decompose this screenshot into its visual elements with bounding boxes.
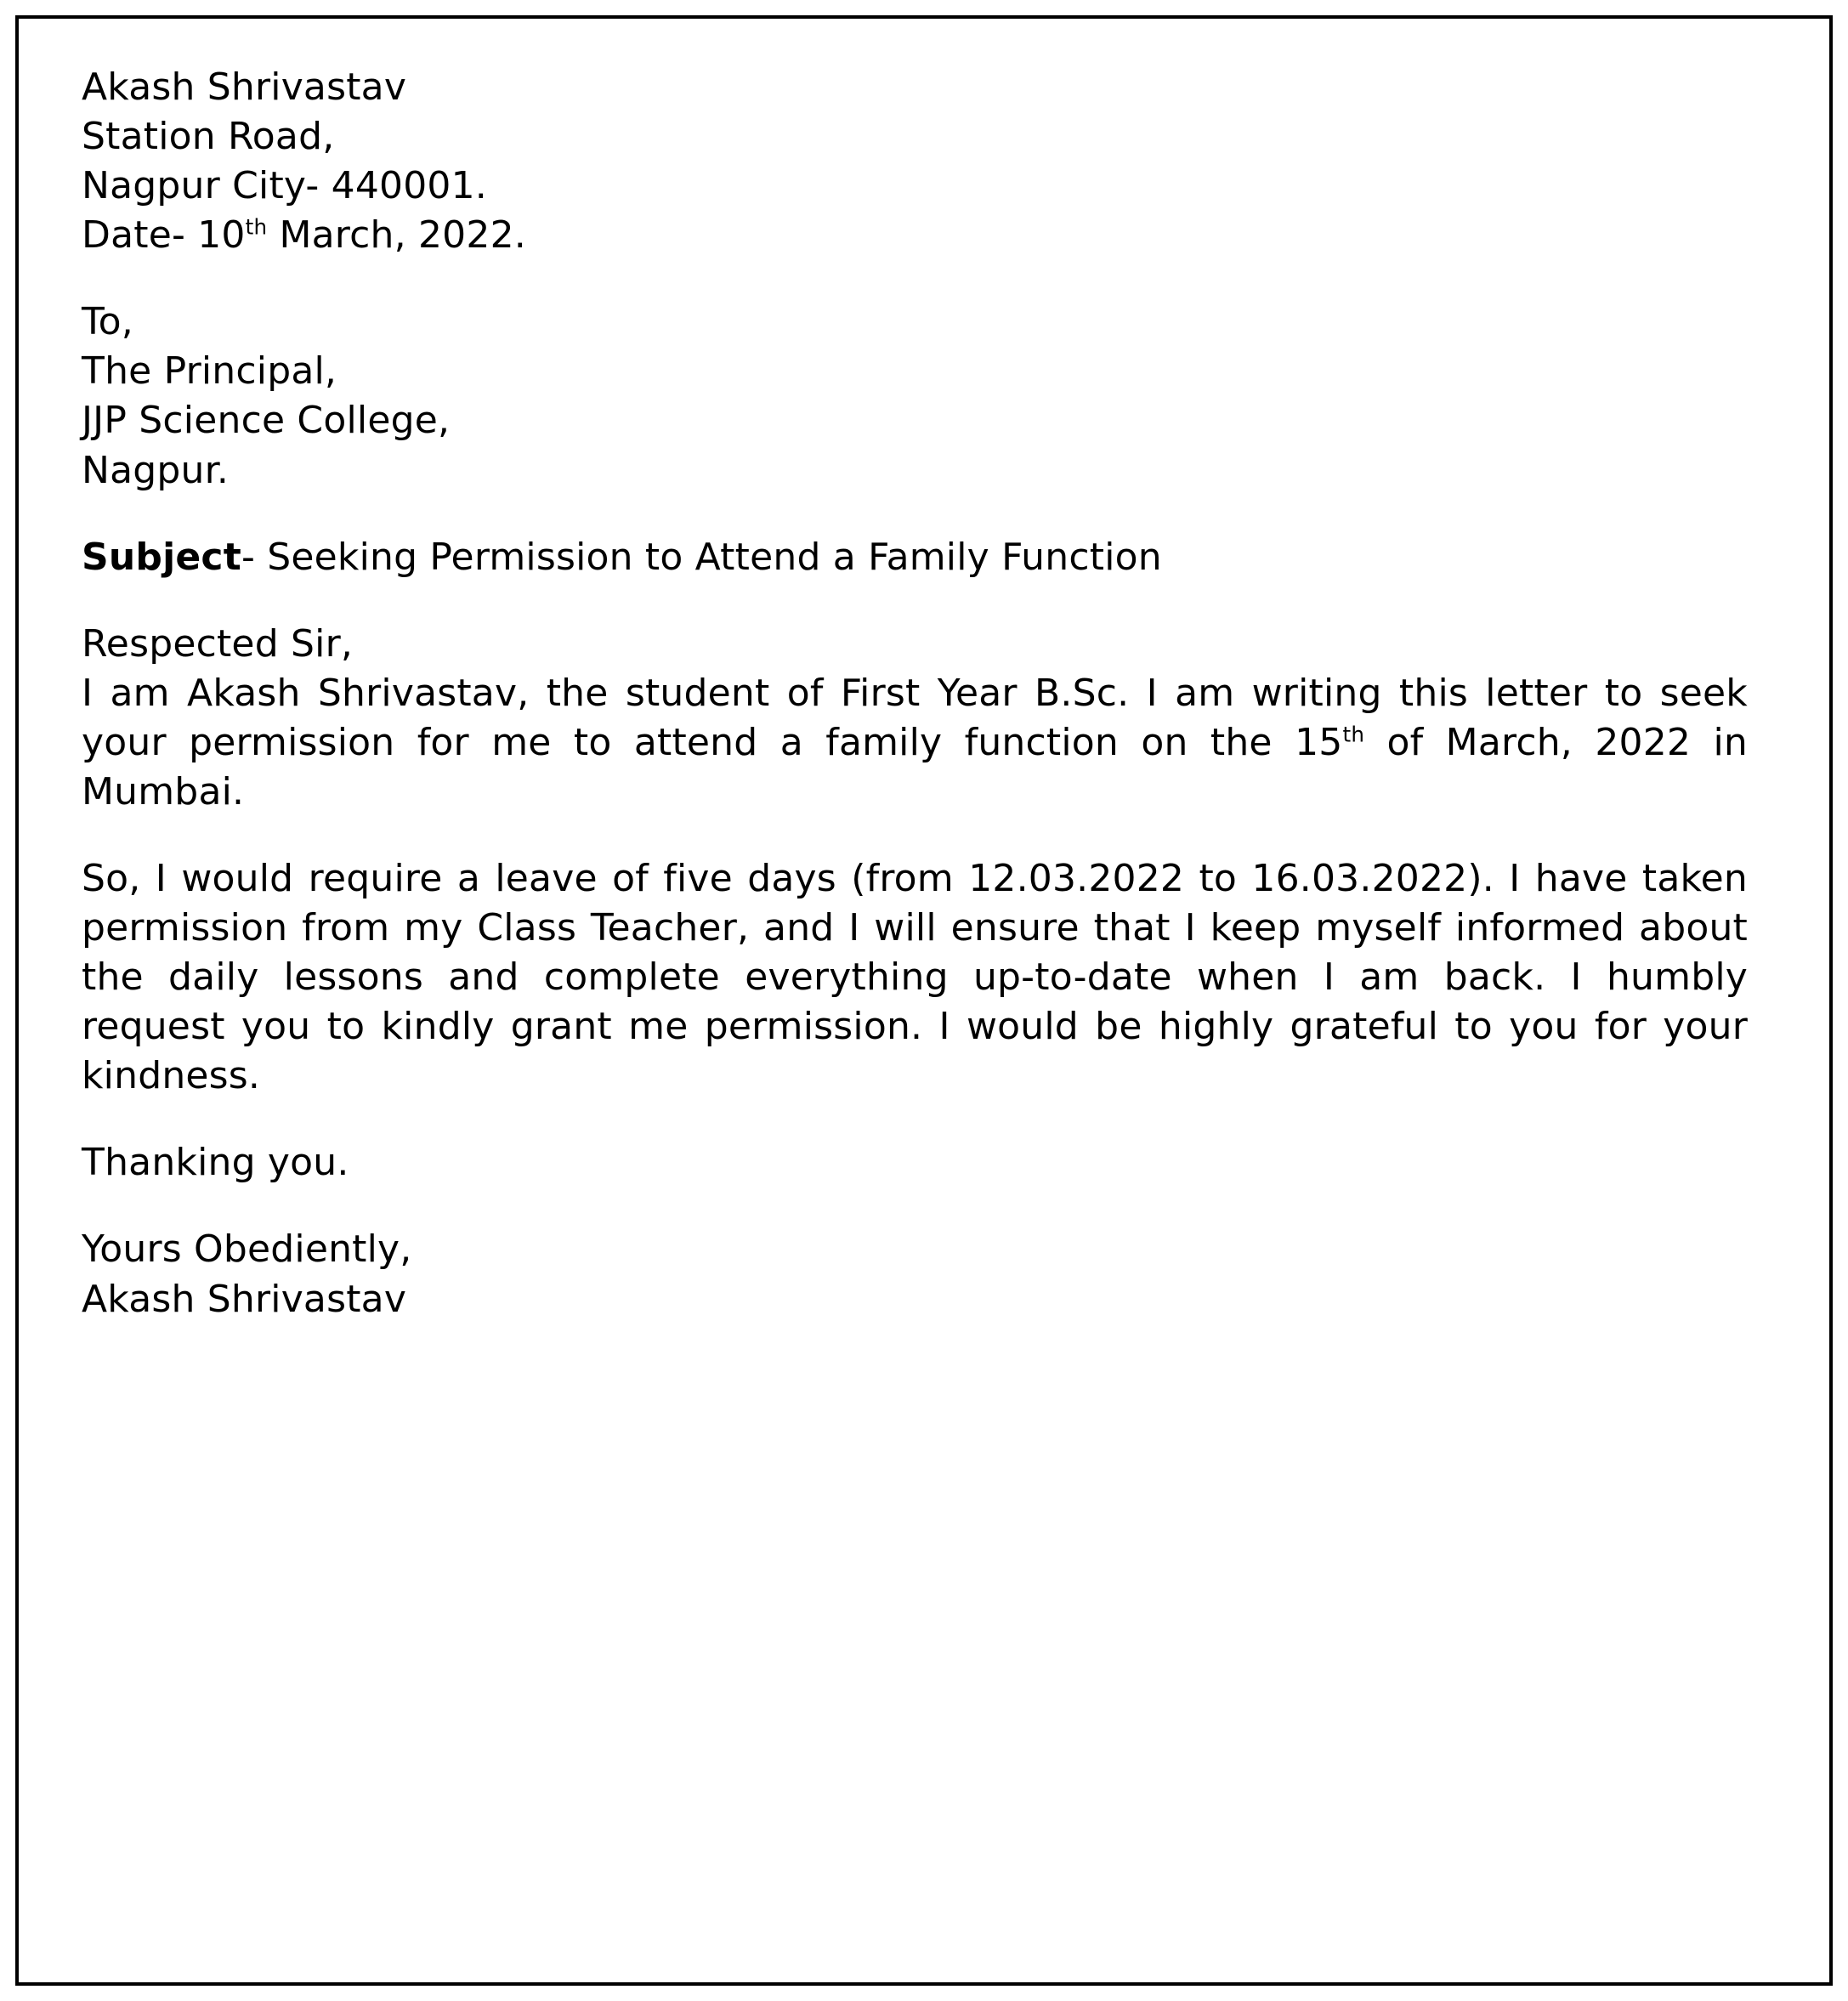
- salutation-and-first-paragraph-block: [82, 620, 1748, 817]
- subject-line: [82, 533, 1748, 582]
- subject-text: - Seeking Permission to Attend a Family Function: [241, 535, 1162, 579]
- letter-content: [82, 63, 1748, 1324]
- salutation: Respected Sir,: [82, 621, 354, 666]
- recipient-to-label: To,: [82, 300, 133, 344]
- paragraph-one: [82, 669, 1748, 817]
- recipient-designation: The Principal,: [82, 349, 337, 394]
- paragraph-one-part-2: of March, 2022 in Mumbai.: [82, 720, 1748, 813]
- recipient-place: Nagpur.: [82, 448, 230, 492]
- date-ordinal-suffix: th: [245, 214, 268, 240]
- paragraph-two-block: [82, 854, 1748, 1101]
- sender-name: Akash Shrivastav: [82, 65, 407, 109]
- letter-date: [82, 211, 1748, 260]
- sender-address-block: [82, 63, 1748, 260]
- date-suffix: March, 2022.: [267, 213, 526, 258]
- sender-street: Station Road,: [82, 115, 335, 159]
- sender-city-pin: Nagpur City- 440001.: [82, 164, 487, 208]
- subject-block: [82, 533, 1748, 582]
- subject-label: Subject: [82, 535, 241, 579]
- recipient-institution: JJP Science College,: [82, 399, 451, 443]
- recipient-address-block: [82, 298, 1748, 495]
- signoff-block: [82, 1225, 1748, 1324]
- signoff-phrase: Yours Obediently,: [82, 1227, 412, 1272]
- letter-border-frame: [15, 15, 1833, 1986]
- paragraph-one-ordinal-suffix: th: [1342, 722, 1365, 747]
- closing-thanks: Thanking you.: [82, 1141, 349, 1185]
- signoff-name: Akash Shrivastav: [82, 1277, 407, 1321]
- date-prefix: Date- 10: [82, 213, 246, 258]
- paragraph-two: So, I would require a leave of five days (from 12.03.2022 to 16.03.2022). I have taken permission from my Class Teacher, and I will ensure that I keep myself informed about the daily lessons and complete everything up-to-date when I am back. I humbly request you to kindly grant me permission. I would be highly grateful to you for your kindness.: [82, 857, 1748, 1098]
- closing-thanks-block: [82, 1138, 1748, 1188]
- paragraph-one-part-1: I am Akash Shrivastav, the student of First Year B.Sc. I am writing this letter to seek your permission for me to attend a family function on the 15: [82, 671, 1748, 764]
